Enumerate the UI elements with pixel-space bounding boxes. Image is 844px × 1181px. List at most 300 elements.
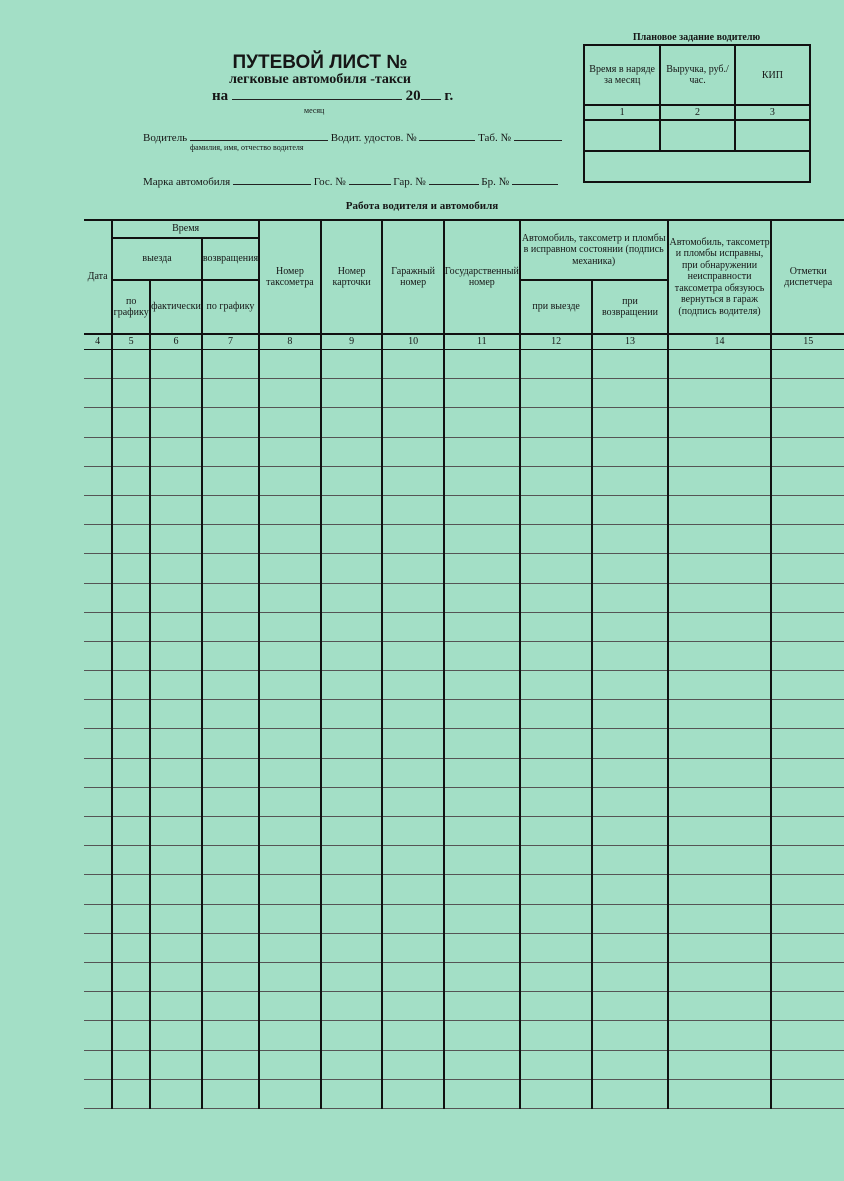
- table-cell[interactable]: [259, 904, 321, 933]
- table-cell[interactable]: [202, 1079, 259, 1108]
- table-cell[interactable]: [382, 379, 443, 408]
- table-cell[interactable]: [668, 1050, 772, 1079]
- table-cell[interactable]: [382, 1021, 443, 1050]
- table-cell[interactable]: [771, 525, 844, 554]
- table-cell[interactable]: [259, 612, 321, 641]
- table-cell[interactable]: [520, 612, 593, 641]
- table-cell[interactable]: [112, 466, 150, 495]
- table-cell[interactable]: [520, 729, 593, 758]
- table-cell[interactable]: [444, 525, 520, 554]
- table-cell[interactable]: [84, 904, 112, 933]
- table-cell[interactable]: [668, 408, 772, 437]
- gar-blank[interactable]: [429, 171, 479, 185]
- table-cell[interactable]: [771, 962, 844, 991]
- table-cell[interactable]: [771, 641, 844, 670]
- table-cell[interactable]: [444, 1079, 520, 1108]
- table-cell[interactable]: [520, 758, 593, 787]
- table-cell[interactable]: [150, 495, 202, 524]
- table-cell[interactable]: [592, 466, 667, 495]
- table-cell[interactable]: [321, 875, 383, 904]
- table-cell[interactable]: [112, 962, 150, 991]
- table-cell[interactable]: [112, 933, 150, 962]
- table-cell[interactable]: [202, 641, 259, 670]
- table-cell[interactable]: [520, 554, 593, 583]
- table-cell[interactable]: [520, 671, 593, 700]
- table-cell[interactable]: [382, 933, 443, 962]
- table-cell[interactable]: [382, 1050, 443, 1079]
- table-cell[interactable]: [668, 729, 772, 758]
- table-cell[interactable]: [444, 671, 520, 700]
- table-cell[interactable]: [259, 962, 321, 991]
- table-cell[interactable]: [112, 671, 150, 700]
- table-cell[interactable]: [150, 992, 202, 1021]
- table-cell[interactable]: [771, 933, 844, 962]
- table-cell[interactable]: [592, 1050, 667, 1079]
- table-cell[interactable]: [202, 992, 259, 1021]
- table-cell[interactable]: [592, 758, 667, 787]
- table-cell[interactable]: [668, 466, 772, 495]
- table-cell[interactable]: [444, 641, 520, 670]
- table-cell[interactable]: [202, 787, 259, 816]
- table-cell[interactable]: [771, 671, 844, 700]
- table-cell[interactable]: [444, 554, 520, 583]
- table-cell[interactable]: [592, 583, 667, 612]
- license-blank[interactable]: [419, 127, 475, 141]
- table-cell[interactable]: [84, 379, 112, 408]
- table-cell[interactable]: [259, 846, 321, 875]
- table-cell[interactable]: [520, 992, 593, 1021]
- table-cell[interactable]: [202, 700, 259, 729]
- table-cell[interactable]: [84, 1021, 112, 1050]
- table-cell[interactable]: [592, 437, 667, 466]
- table-cell[interactable]: [112, 350, 150, 379]
- table-cell[interactable]: [592, 729, 667, 758]
- table-cell[interactable]: [202, 962, 259, 991]
- table-cell[interactable]: [202, 583, 259, 612]
- table-cell[interactable]: [444, 933, 520, 962]
- table-cell[interactable]: [592, 933, 667, 962]
- table-cell[interactable]: [382, 729, 443, 758]
- table-cell[interactable]: [202, 671, 259, 700]
- table-cell[interactable]: [668, 583, 772, 612]
- table-cell[interactable]: [202, 1021, 259, 1050]
- gos-blank[interactable]: [349, 171, 391, 185]
- table-cell[interactable]: [771, 1050, 844, 1079]
- table-cell[interactable]: [321, 554, 383, 583]
- table-cell[interactable]: [84, 495, 112, 524]
- table-cell[interactable]: [771, 379, 844, 408]
- table-cell[interactable]: [382, 875, 443, 904]
- table-cell[interactable]: [592, 671, 667, 700]
- table-cell[interactable]: [112, 379, 150, 408]
- table-cell[interactable]: [520, 1050, 593, 1079]
- table-cell[interactable]: [321, 466, 383, 495]
- table-cell[interactable]: [668, 962, 772, 991]
- table-cell[interactable]: [592, 992, 667, 1021]
- table-cell[interactable]: [771, 875, 844, 904]
- year-blank[interactable]: [421, 86, 441, 100]
- table-cell[interactable]: [259, 495, 321, 524]
- table-cell[interactable]: [259, 1079, 321, 1108]
- table-cell[interactable]: [444, 583, 520, 612]
- table-cell[interactable]: [112, 554, 150, 583]
- table-cell[interactable]: [382, 758, 443, 787]
- table-cell[interactable]: [259, 992, 321, 1021]
- table-cell[interactable]: [321, 787, 383, 816]
- table-cell[interactable]: [444, 612, 520, 641]
- table-cell[interactable]: [84, 1050, 112, 1079]
- table-cell[interactable]: [382, 466, 443, 495]
- table-cell[interactable]: [112, 641, 150, 670]
- table-cell[interactable]: [150, 641, 202, 670]
- table-cell[interactable]: [321, 1050, 383, 1079]
- table-cell[interactable]: [771, 787, 844, 816]
- table-cell[interactable]: [84, 437, 112, 466]
- table-cell[interactable]: [444, 817, 520, 846]
- table-cell[interactable]: [84, 933, 112, 962]
- table-cell[interactable]: [84, 700, 112, 729]
- table-cell[interactable]: [84, 612, 112, 641]
- table-cell[interactable]: [150, 1079, 202, 1108]
- table-cell[interactable]: [444, 787, 520, 816]
- table-cell[interactable]: [150, 379, 202, 408]
- table-cell[interactable]: [771, 583, 844, 612]
- table-cell[interactable]: [382, 846, 443, 875]
- table-cell[interactable]: [592, 525, 667, 554]
- table-cell[interactable]: [84, 875, 112, 904]
- table-cell[interactable]: [520, 700, 593, 729]
- table-cell[interactable]: [668, 992, 772, 1021]
- table-cell[interactable]: [321, 846, 383, 875]
- table-cell[interactable]: [321, 1021, 383, 1050]
- table-cell[interactable]: [202, 933, 259, 962]
- table-cell[interactable]: [520, 641, 593, 670]
- table-cell[interactable]: [150, 787, 202, 816]
- table-cell[interactable]: [444, 466, 520, 495]
- table-cell[interactable]: [382, 817, 443, 846]
- table-cell[interactable]: [668, 671, 772, 700]
- table-cell[interactable]: [444, 437, 520, 466]
- table-cell[interactable]: [321, 408, 383, 437]
- table-cell[interactable]: [259, 1050, 321, 1079]
- table-cell[interactable]: [520, 350, 593, 379]
- table-cell[interactable]: [668, 846, 772, 875]
- table-cell[interactable]: [771, 408, 844, 437]
- table-cell[interactable]: [382, 904, 443, 933]
- table-cell[interactable]: [84, 729, 112, 758]
- table-cell[interactable]: [150, 758, 202, 787]
- table-cell[interactable]: [202, 758, 259, 787]
- table-cell[interactable]: [668, 641, 772, 670]
- table-cell[interactable]: [382, 671, 443, 700]
- table-cell[interactable]: [382, 787, 443, 816]
- table-cell[interactable]: [112, 525, 150, 554]
- table-cell[interactable]: [202, 466, 259, 495]
- table-cell[interactable]: [771, 1021, 844, 1050]
- table-cell[interactable]: [150, 875, 202, 904]
- table-cell[interactable]: [150, 846, 202, 875]
- table-cell[interactable]: [150, 904, 202, 933]
- table-cell[interactable]: [84, 583, 112, 612]
- table-cell[interactable]: [444, 729, 520, 758]
- table-cell[interactable]: [321, 379, 383, 408]
- table-cell[interactable]: [382, 962, 443, 991]
- table-cell[interactable]: [668, 525, 772, 554]
- table-cell[interactable]: [771, 1079, 844, 1108]
- table-cell[interactable]: [382, 350, 443, 379]
- table-cell[interactable]: [259, 671, 321, 700]
- table-cell[interactable]: [592, 641, 667, 670]
- table-cell[interactable]: [150, 1021, 202, 1050]
- table-cell[interactable]: [112, 700, 150, 729]
- table-cell[interactable]: [321, 525, 383, 554]
- table-cell[interactable]: [520, 875, 593, 904]
- table-cell[interactable]: [520, 962, 593, 991]
- table-cell[interactable]: [321, 904, 383, 933]
- table-cell[interactable]: [444, 495, 520, 524]
- car-blank[interactable]: [233, 171, 311, 185]
- table-cell[interactable]: [202, 525, 259, 554]
- table-cell[interactable]: [382, 1079, 443, 1108]
- table-cell[interactable]: [321, 583, 383, 612]
- table-cell[interactable]: [112, 583, 150, 612]
- table-cell[interactable]: [520, 437, 593, 466]
- table-cell[interactable]: [668, 787, 772, 816]
- table-cell[interactable]: [668, 350, 772, 379]
- table-cell[interactable]: [112, 992, 150, 1021]
- table-cell[interactable]: [112, 787, 150, 816]
- table-cell[interactable]: [668, 758, 772, 787]
- table-cell[interactable]: [444, 758, 520, 787]
- table-cell[interactable]: [321, 437, 383, 466]
- table-cell[interactable]: [321, 641, 383, 670]
- table-cell[interactable]: [520, 1079, 593, 1108]
- table-cell[interactable]: [112, 817, 150, 846]
- table-cell[interactable]: [259, 466, 321, 495]
- table-cell[interactable]: [520, 817, 593, 846]
- table-cell[interactable]: [520, 495, 593, 524]
- table-cell[interactable]: [202, 1050, 259, 1079]
- table-cell[interactable]: [771, 992, 844, 1021]
- table-cell[interactable]: [84, 817, 112, 846]
- table-cell[interactable]: [150, 408, 202, 437]
- table-cell[interactable]: [84, 350, 112, 379]
- table-cell[interactable]: [112, 846, 150, 875]
- table-cell[interactable]: [668, 1021, 772, 1050]
- table-cell[interactable]: [150, 729, 202, 758]
- table-cell[interactable]: [202, 729, 259, 758]
- table-cell[interactable]: [444, 350, 520, 379]
- table-cell[interactable]: [520, 408, 593, 437]
- table-cell[interactable]: [202, 408, 259, 437]
- table-cell[interactable]: [321, 671, 383, 700]
- table-cell[interactable]: [321, 729, 383, 758]
- table-cell[interactable]: [444, 904, 520, 933]
- table-cell[interactable]: [771, 495, 844, 524]
- table-cell[interactable]: [259, 641, 321, 670]
- table-cell[interactable]: [84, 466, 112, 495]
- table-cell[interactable]: [202, 846, 259, 875]
- table-cell[interactable]: [321, 758, 383, 787]
- table-cell[interactable]: [112, 729, 150, 758]
- table-cell[interactable]: [444, 992, 520, 1021]
- table-cell[interactable]: [202, 554, 259, 583]
- table-cell[interactable]: [592, 846, 667, 875]
- table-cell[interactable]: [321, 817, 383, 846]
- table-cell[interactable]: [259, 408, 321, 437]
- table-cell[interactable]: [259, 554, 321, 583]
- table-cell[interactable]: [150, 554, 202, 583]
- table-cell[interactable]: [382, 700, 443, 729]
- table-cell[interactable]: [668, 817, 772, 846]
- table-cell[interactable]: [771, 350, 844, 379]
- table-cell[interactable]: [592, 1079, 667, 1108]
- table-cell[interactable]: [520, 1021, 593, 1050]
- table-cell[interactable]: [592, 379, 667, 408]
- table-cell[interactable]: [592, 700, 667, 729]
- table-cell[interactable]: [202, 817, 259, 846]
- table-cell[interactable]: [592, 875, 667, 904]
- br-blank[interactable]: [512, 171, 558, 185]
- table-cell[interactable]: [771, 554, 844, 583]
- table-cell[interactable]: [444, 1050, 520, 1079]
- table-cell[interactable]: [150, 700, 202, 729]
- table-cell[interactable]: [259, 787, 321, 816]
- table-cell[interactable]: [321, 962, 383, 991]
- table-cell[interactable]: [112, 612, 150, 641]
- table-cell[interactable]: [444, 962, 520, 991]
- table-cell[interactable]: [771, 466, 844, 495]
- table-cell[interactable]: [771, 904, 844, 933]
- table-cell[interactable]: [150, 583, 202, 612]
- table-cell[interactable]: [592, 817, 667, 846]
- table-cell[interactable]: [112, 408, 150, 437]
- table-cell[interactable]: [444, 1021, 520, 1050]
- table-cell[interactable]: [592, 787, 667, 816]
- table-cell[interactable]: [259, 758, 321, 787]
- table-cell[interactable]: [668, 612, 772, 641]
- table-cell[interactable]: [668, 554, 772, 583]
- table-cell[interactable]: [520, 846, 593, 875]
- table-cell[interactable]: [259, 700, 321, 729]
- table-cell[interactable]: [259, 379, 321, 408]
- table-cell[interactable]: [259, 729, 321, 758]
- table-cell[interactable]: [259, 1021, 321, 1050]
- plan-value-cell[interactable]: [584, 120, 660, 151]
- table-cell[interactable]: [668, 700, 772, 729]
- table-cell[interactable]: [520, 466, 593, 495]
- table-cell[interactable]: [259, 817, 321, 846]
- table-cell[interactable]: [668, 904, 772, 933]
- table-cell[interactable]: [202, 437, 259, 466]
- table-cell[interactable]: [150, 671, 202, 700]
- table-cell[interactable]: [84, 962, 112, 991]
- table-cell[interactable]: [771, 729, 844, 758]
- table-cell[interactable]: [84, 992, 112, 1021]
- table-cell[interactable]: [592, 1021, 667, 1050]
- table-cell[interactable]: [321, 495, 383, 524]
- table-cell[interactable]: [84, 758, 112, 787]
- table-cell[interactable]: [668, 437, 772, 466]
- table-cell[interactable]: [202, 875, 259, 904]
- table-cell[interactable]: [84, 525, 112, 554]
- plan-extra-cell[interactable]: [584, 151, 810, 182]
- table-cell[interactable]: [771, 817, 844, 846]
- table-cell[interactable]: [259, 875, 321, 904]
- table-cell[interactable]: [520, 787, 593, 816]
- table-cell[interactable]: [382, 992, 443, 1021]
- table-cell[interactable]: [668, 1079, 772, 1108]
- table-cell[interactable]: [444, 379, 520, 408]
- table-cell[interactable]: [150, 962, 202, 991]
- table-cell[interactable]: [382, 525, 443, 554]
- table-cell[interactable]: [150, 437, 202, 466]
- table-cell[interactable]: [771, 612, 844, 641]
- table-cell[interactable]: [150, 525, 202, 554]
- table-cell[interactable]: [112, 1021, 150, 1050]
- table-cell[interactable]: [444, 875, 520, 904]
- table-cell[interactable]: [520, 379, 593, 408]
- table-cell[interactable]: [112, 1079, 150, 1108]
- table-cell[interactable]: [259, 437, 321, 466]
- table-cell[interactable]: [592, 612, 667, 641]
- table-cell[interactable]: [592, 962, 667, 991]
- table-cell[interactable]: [84, 671, 112, 700]
- table-cell[interactable]: [321, 933, 383, 962]
- plan-value-cell[interactable]: [735, 120, 810, 151]
- month-blank[interactable]: [232, 86, 402, 100]
- table-cell[interactable]: [259, 525, 321, 554]
- table-cell[interactable]: [382, 641, 443, 670]
- table-cell[interactable]: [202, 904, 259, 933]
- table-cell[interactable]: [592, 495, 667, 524]
- table-cell[interactable]: [321, 992, 383, 1021]
- table-cell[interactable]: [84, 554, 112, 583]
- driver-blank[interactable]: [190, 127, 328, 141]
- table-cell[interactable]: [382, 612, 443, 641]
- table-cell[interactable]: [382, 437, 443, 466]
- table-cell[interactable]: [520, 904, 593, 933]
- table-cell[interactable]: [202, 379, 259, 408]
- table-cell[interactable]: [592, 350, 667, 379]
- table-cell[interactable]: [668, 379, 772, 408]
- table-cell[interactable]: [592, 904, 667, 933]
- table-cell[interactable]: [382, 554, 443, 583]
- table-cell[interactable]: [444, 700, 520, 729]
- table-cell[interactable]: [520, 525, 593, 554]
- table-cell[interactable]: [150, 933, 202, 962]
- table-cell[interactable]: [112, 495, 150, 524]
- table-cell[interactable]: [259, 583, 321, 612]
- table-cell[interactable]: [592, 554, 667, 583]
- table-cell[interactable]: [84, 1079, 112, 1108]
- table-cell[interactable]: [771, 700, 844, 729]
- table-cell[interactable]: [382, 408, 443, 437]
- table-cell[interactable]: [321, 612, 383, 641]
- table-cell[interactable]: [202, 350, 259, 379]
- table-cell[interactable]: [112, 904, 150, 933]
- table-cell[interactable]: [520, 933, 593, 962]
- table-cell[interactable]: [150, 1050, 202, 1079]
- table-cell[interactable]: [668, 933, 772, 962]
- table-cell[interactable]: [321, 1079, 383, 1108]
- table-cell[interactable]: [112, 758, 150, 787]
- table-cell[interactable]: [771, 437, 844, 466]
- table-cell[interactable]: [444, 408, 520, 437]
- table-cell[interactable]: [112, 875, 150, 904]
- table-cell[interactable]: [771, 846, 844, 875]
- table-cell[interactable]: [382, 583, 443, 612]
